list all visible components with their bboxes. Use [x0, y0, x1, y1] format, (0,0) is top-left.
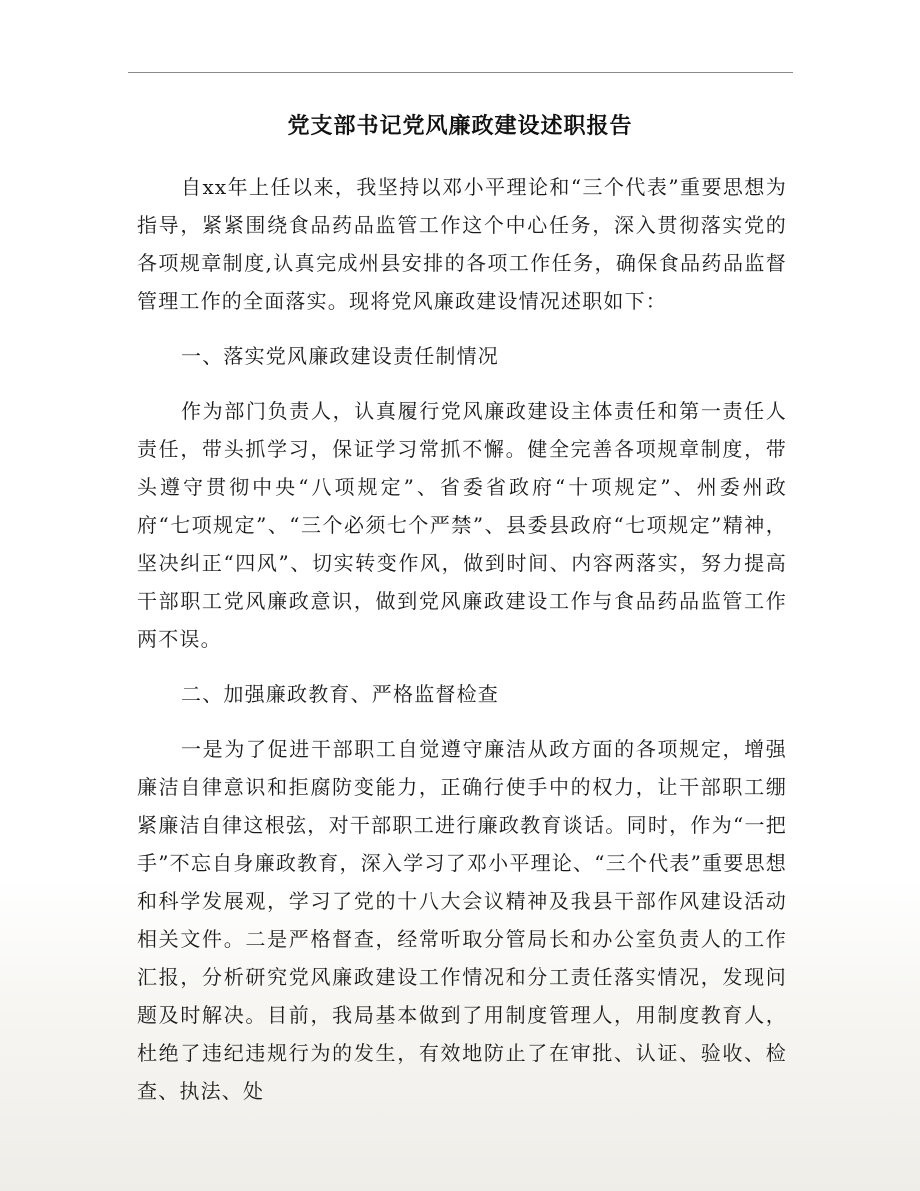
paragraph-intro: 自xx年上任以来，我坚持以邓小平理论和“三个代表”重要思想为指导，紧紧围绕食品药品监管工作这个中心任务，深入贯彻落实党的各项规章制度,认真完成州县安排的各项工作任务，确保食品药品监督管理工作的全面落实。现将党风廉政建设情况述职如下：	[137, 175, 787, 313]
section-heading-2: 二、加强廉政教育、严格监督检查	[181, 682, 499, 706]
paragraph-section-1: 作为部门负责人，认真履行党风廉政建设主体责任和第一责任人责任，带头抓学习，保证学习常抓不懈。健全完善各项规章制度，带头遵守贯彻中央“八项规定”、省委省政府“十项规定”、州委州政府“七项规定”、“三个必须七个严禁”、县委县政府“七项规定”精神，坚决纠正“四风”、切实转变作风，做到时间、内容两落实，努力提高干部职工党风廉政意识，做到党风廉政建设工作与食品药品监管工作两不误。	[137, 399, 787, 651]
section-heading-1: 一、落实党风廉政建设责任制情况	[181, 344, 499, 368]
header-rule	[128, 72, 793, 73]
paragraph-section-2: 一是为了促进干部职工自觉遵守廉洁从政方面的各项规定，增强廉洁自律意识和拒腐防变能力，正确行使手中的权力，让干部职工绷紧廉洁自律这根弦，对干部职工进行廉政教育谈话。同时，作为“一把手”不忘自身廉政教育，深入学习了邓小平理论、“三个代表”重要思想和科学发展观，学习了党的十八大会议精神及我县干部作风建设活动相关文件。二是严格督查，经常听取分管局长和办公室负责人的工作汇报，分析研究党风廉政建设工作情况和分工责任落实情况，发现问题及时解决。目前，我局基本做到了用制度管理人，用制度教育人，杜绝了违纪违规行为的发生，有效地防止了在审批、认证、验收、检查、执法、处	[137, 737, 787, 1103]
document-body	[137, 168, 787, 1110]
document-title: 党支部书记党风廉政建设述职报告	[287, 113, 633, 139]
